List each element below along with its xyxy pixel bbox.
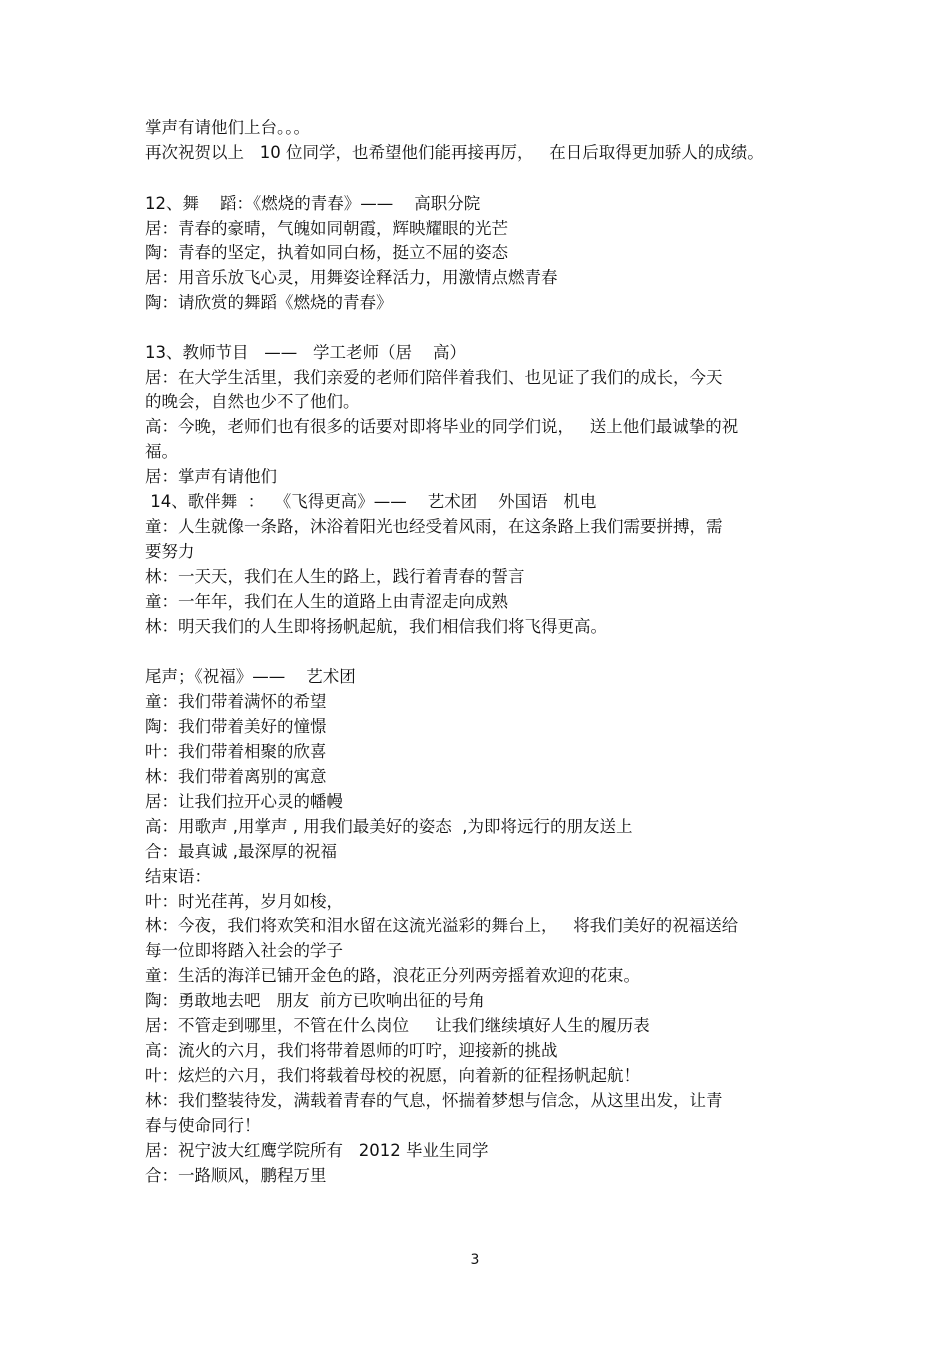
page-number: 3 xyxy=(470,1252,480,1268)
text-line: 林：明天我们的人生即将扬帆起航，我们相信我们将飞得更高。 xyxy=(145,617,607,636)
text-line: 居：掌声有请他们 xyxy=(145,467,277,486)
text-line: 陶：请欣赏的舞蹈《燃烧的青春》 xyxy=(145,293,393,312)
text-line: 林：一天天，我们在人生的路上，践行着青春的誓言 xyxy=(145,567,525,586)
text-line: 童：我们带着满怀的希望 xyxy=(145,692,327,711)
text-line: 叶：我们带着相聚的欣喜 xyxy=(145,742,327,761)
text-line: 要努力 xyxy=(145,542,195,561)
text-line: 陶：勇敢地去吧 朋友 前方已吹响出征的号角 xyxy=(145,991,485,1010)
text-line: 高：用歌声 ,用掌声 , 用我们最美好的姿态 ,为即将远行的朋友送上 xyxy=(145,817,633,836)
text-line: 叶：炫烂的六月，我们将载着母校的祝愿，向着新的征程扬帆起航！ xyxy=(145,1066,640,1085)
text-line: 春与使命同行！ xyxy=(145,1116,261,1135)
section-heading: 14、歌伴舞 ： 《飞得更高》—— 艺术团 外国语 机电 xyxy=(145,492,597,511)
text-line: 童：人生就像一条路，沐浴着阳光也经受着风雨，在这条路上我们需要拼搏，需 xyxy=(145,517,723,536)
text-line: 林：我们整装待发，满载着青春的气息，怀揣着梦想与信念，从这里出发，让青 xyxy=(145,1091,723,1110)
text-line: 高：今晚，老师们也有很多的话要对即将毕业的同学们说， 送上他们最诚挚的祝 xyxy=(145,417,739,436)
text-line: 林：今夜，我们将欢笑和泪水留在这流光溢彩的舞台上， 将我们美好的祝福送给 xyxy=(145,916,739,935)
text-line: 福。 xyxy=(145,442,178,461)
text-line: 居：让我们拉开心灵的幡幔 xyxy=(145,792,343,811)
text-line: 居：祝宁波大红鹰学院所有 2012 毕业生同学 xyxy=(145,1141,489,1160)
text-line: 陶：青春的坚定，执着如同白杨，挺立不屈的姿态 xyxy=(145,243,508,262)
text-line: 合：一路顺风，鹏程万里 xyxy=(145,1166,327,1185)
text-line: 林：我们带着离别的寓意 xyxy=(145,767,327,786)
section-heading: 尾声；《祝福》—— 艺术团 xyxy=(145,667,356,686)
text-line: 童：生活的海洋已铺开金色的路，浪花正分列两旁摇着欢迎的花束。 xyxy=(145,966,640,985)
section-heading: 12、舞 蹈：《燃烧的青春》—— 高职分院 xyxy=(145,194,481,213)
text-line: 居：不管走到哪里，不管在什么岗位 让我们继续填好人生的履历表 xyxy=(145,1016,650,1035)
text-line: 陶：我们带着美好的憧憬 xyxy=(145,717,327,736)
text-line: 高：流火的六月，我们将带着恩师的叮咛，迎接新的挑战 xyxy=(145,1041,558,1060)
section-heading: 13、教师节目 —— 学工老师（居 高） xyxy=(145,343,466,362)
text-line: 居：用音乐放飞心灵，用舞姿诠释活力，用激情点燃青春 xyxy=(145,268,558,287)
text-line: 叶：时光荏苒，岁月如梭， xyxy=(145,892,343,911)
text-line: 合：最真诚 ,最深厚的祝福 xyxy=(145,842,337,861)
text-line: 每一位即将踏入社会的学子 xyxy=(145,941,343,960)
text-line: 居：在大学生活里，我们亲爱的老师们陪伴着我们、也见证了我们的成长，今天 xyxy=(145,368,723,387)
text-line: 掌声有请他们上台。。。 xyxy=(145,118,310,137)
text-line: 居：青春的豪晴，气魄如同朝霞，辉映耀眼的光芒 xyxy=(145,219,508,238)
text-line: 的晚会，自然也少不了他们。 xyxy=(145,392,360,411)
section-heading: 结束语： xyxy=(145,867,211,886)
text-line: 再次祝贺以上 10 位同学，也希望他们能再接再厉， 在日后取得更加骄人的成绩。 xyxy=(145,143,764,162)
text-line: 童：一年年，我们在人生的道路上由青涩走向成熟 xyxy=(145,592,508,611)
